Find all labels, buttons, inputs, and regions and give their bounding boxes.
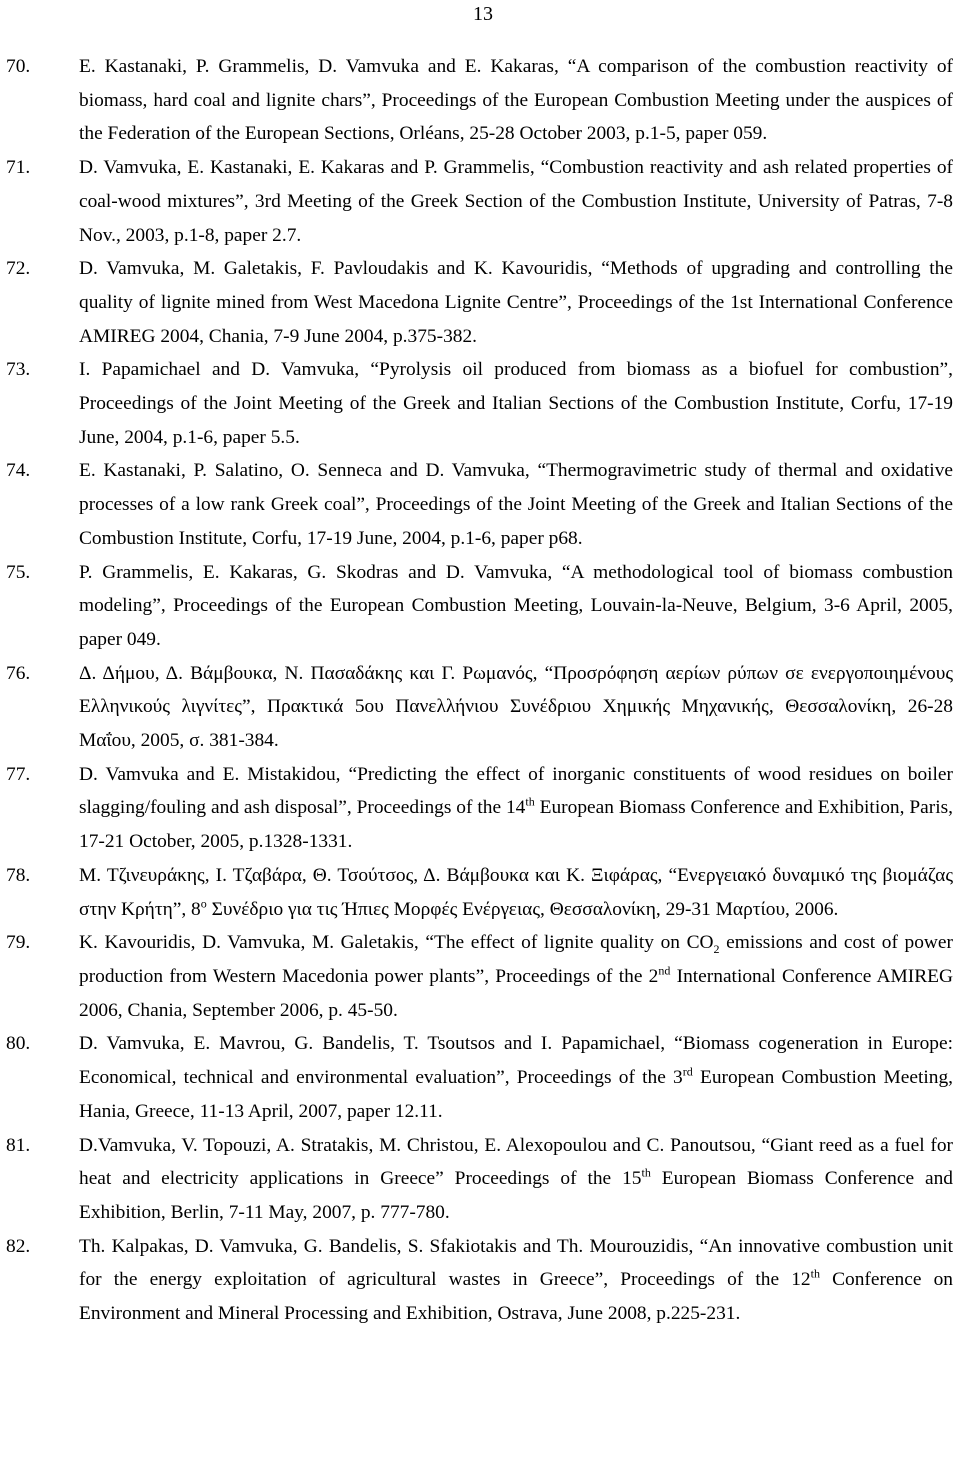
reference-number: 76. bbox=[6, 662, 31, 684]
reference-item bbox=[0, 926, 960, 1027]
reference-text bbox=[79, 353, 953, 454]
reference-text-segment: E. Kastanaki, P. Salatino, O. Senneca and D. Vamvuka, “Thermogravimetric study of thermal and oxidative processes of a low rank Greek coal”, Proceedings of the Joint Meeting of the Greek and Italian Sections of the Combustion Institute, Corfu, 17-19 June, 2004, p.1-6, paper p68. bbox=[79, 460, 953, 549]
reference-item bbox=[0, 556, 960, 657]
reference-number: 73. bbox=[6, 359, 31, 381]
reference-number: 71. bbox=[6, 157, 31, 179]
reference-text-segment: D.Vamvuka, V. Topouzi, A. Stratakis, M. Christou, E. Alexopoulou and C. Panoutsou, “Giant reed as a fuel for heat and electricity applications in Greece” Proceedings of the 15 bbox=[79, 1134, 953, 1190]
reference-item bbox=[0, 151, 960, 252]
reference-text-segment: D. Vamvuka, E. Kastanaki, E. Kakaras and P. Grammelis, “Combustion reactivity and ash related properties of coal-wood mixtures”, 3rd Meeting of the Greek Section of the Combustion Institute, University of Patras, 7-8 Nov., 2003, p.1-8, paper 2.7. bbox=[79, 157, 953, 246]
reference-text-segment: D. Vamvuka, M. Galetakis, F. Pavloudakis and K. Kavouridis, “Methods of upgrading and controlling the quality of lignite mined from West Macedona Lignite Centre”, Proceedings of the 1st International Conference AMIREG 2004, Chania, 7-9 June 2004, p.375-382. bbox=[79, 258, 953, 347]
reference-number: 74. bbox=[6, 460, 31, 482]
reference-text bbox=[79, 657, 953, 758]
reference-text-segment: D. Vamvuka and E. Mistakidou, “Predicting the effect of inorganic constituents of wood residues on boiler slagging/fouling and ash disposal”, Proceedings of the 14 bbox=[79, 763, 953, 819]
page-number: 13 bbox=[473, 3, 493, 25]
reference-text bbox=[79, 151, 953, 252]
reference-number: 70. bbox=[6, 56, 31, 77]
superscript-text: th bbox=[810, 1266, 820, 1281]
reference-text-segment: emissions and cost of power production from Western Macedonia power plants”, Proceedings of the 2 bbox=[79, 932, 953, 987]
reference-text bbox=[79, 556, 953, 657]
reference-text-segment: P. Grammelis, E. Kakaras, G. Skodras and D. Vamvuka, “A methodological tool of biomass combustion modeling”, Proceedings of the European Combustion Meeting, Louvain-la-Neuve, Belgium, 3-6 April, 2005, paper 049. bbox=[79, 561, 953, 650]
reference-item bbox=[0, 1129, 960, 1230]
subscript-text: 2 bbox=[713, 942, 720, 957]
reference-text-segment: European Biomass Conference and Exhibition, Paris, 17-21 October, 2005, p.1328-1331. bbox=[79, 797, 953, 853]
reference-number: 82. bbox=[6, 1235, 31, 1257]
reference-number: 75. bbox=[6, 561, 31, 583]
reference-list bbox=[0, 50, 960, 1331]
reference-text bbox=[79, 454, 953, 555]
reference-text bbox=[79, 252, 953, 353]
reference-text-segment: International Conference AMIREG 2006, Chania, September 2006, p. 45-50. bbox=[79, 965, 953, 1021]
reference-text bbox=[79, 50, 953, 151]
reference-text-segment: Μ. Τζινευράκης, Ι. Τζαβάρα, Θ. Τσούτσος, Δ. Βάμβουκα και Κ. Ξιφάρας, “Ενεργειακό δυναμικό της βιομάζας στην Κρήτη”, 8 bbox=[79, 864, 953, 920]
reference-number: 77. bbox=[6, 763, 31, 785]
reference-item bbox=[0, 657, 960, 758]
reference-text-segment: Conference on Environment and Mineral Processing and Exhibition, Ostrava, June 2008, p.225-231. bbox=[79, 1269, 953, 1325]
reference-number: 80. bbox=[6, 1033, 31, 1055]
reference-text-segment: European Biomass Conference and Exhibition, Berlin, 7-11 May, 2007, p. 777-780. bbox=[79, 1168, 954, 1223]
superscript-text: ο bbox=[200, 896, 207, 911]
reference-text bbox=[79, 1129, 953, 1230]
reference-item bbox=[0, 1027, 960, 1128]
reference-text bbox=[79, 926, 953, 1027]
reference-item bbox=[0, 252, 960, 353]
reference-text-segment: Δ. Δήμου, Δ. Βάμβουκα, Ν. Πασαδάκης και Γ. Ρωμανός, “Προσρόφηση αερίων ρύπων σε ενεργοποιημένους Ελληνικούς λιγνίτες”, Πρακτικά 5ου Πανελλήνιου Συνέδριου Χημικής Μηχανικής, Θεσσαλονίκη, 26-28 Μαΐου, 2005, σ. 381-384. bbox=[79, 662, 953, 752]
reference-number: 81. bbox=[6, 1134, 31, 1156]
reference-text-segment: K. Kavouridis, D. Vamvuka, M. Galetakis, “The effect of lignite quality on CO bbox=[79, 932, 714, 954]
reference-text-segment: European Combustion Meeting, Hania, Greece, 11-13 April, 2007, paper 12.11. bbox=[79, 1067, 953, 1122]
reference-item bbox=[0, 859, 960, 926]
reference-text bbox=[79, 1027, 953, 1128]
reference-text-segment: Th. Kalpakas, D. Vamvuka, G. Bandelis, S. Sfakiotakis and Th. Mourouzidis, “An innovative combustion unit for the energy exploitation of agricultural wastes in Greece”, Proceedings of the 12 bbox=[79, 1235, 953, 1291]
reference-text-segment: E. Kastanaki, P. Grammelis, D. Vamvuka and E. Kakaras, “A comparison of the combustion reactivity of biomass, hard coal and lignite chars”, Proceedings of the European Combustion Meeting under the auspices of the Federation of the European Sections, Orléans, 25-28 October 2003, p.1-5, paper 059. bbox=[79, 56, 953, 145]
reference-number: 72. bbox=[6, 258, 31, 280]
reference-text-segment: Συνέδριο για τις Ήπιες Μορφές Ενέργειας, Θεσσαλονίκη, 29-31 Μαρτίου, 2006. bbox=[206, 898, 839, 920]
reference-text bbox=[79, 859, 953, 926]
reference-item bbox=[0, 454, 960, 555]
reference-text-segment: D. Vamvuka, E. Mavrou, G. Bandelis, T. Tsoutsos and I. Papamichael, “Biomass cogeneration in Europe: Economical, technical and environmental evaluation”, Proceedings of the 3 bbox=[79, 1033, 953, 1089]
superscript-text: th bbox=[641, 1165, 651, 1180]
reference-text bbox=[79, 758, 953, 859]
reference-text bbox=[79, 1230, 953, 1331]
reference-item bbox=[0, 353, 960, 454]
reference-text-segment: I. Papamichael and D. Vamvuka, “Pyrolysis oil produced from biomass as a biofuel for combustion”, Proceedings of the Joint Meeting of the Greek and Italian Sections of the Combustion Institute, Corfu, 17-19 June, 2004, p.1-6, paper 5.5. bbox=[79, 359, 953, 448]
reference-number: 79. bbox=[6, 932, 31, 954]
superscript-text: th bbox=[525, 795, 535, 809]
reference-item bbox=[0, 758, 960, 859]
reference-number: 78. bbox=[6, 864, 31, 886]
reference-item bbox=[0, 50, 960, 151]
superscript-text: rd bbox=[682, 1064, 693, 1079]
superscript-text: nd bbox=[658, 963, 671, 978]
reference-item bbox=[0, 1230, 960, 1331]
